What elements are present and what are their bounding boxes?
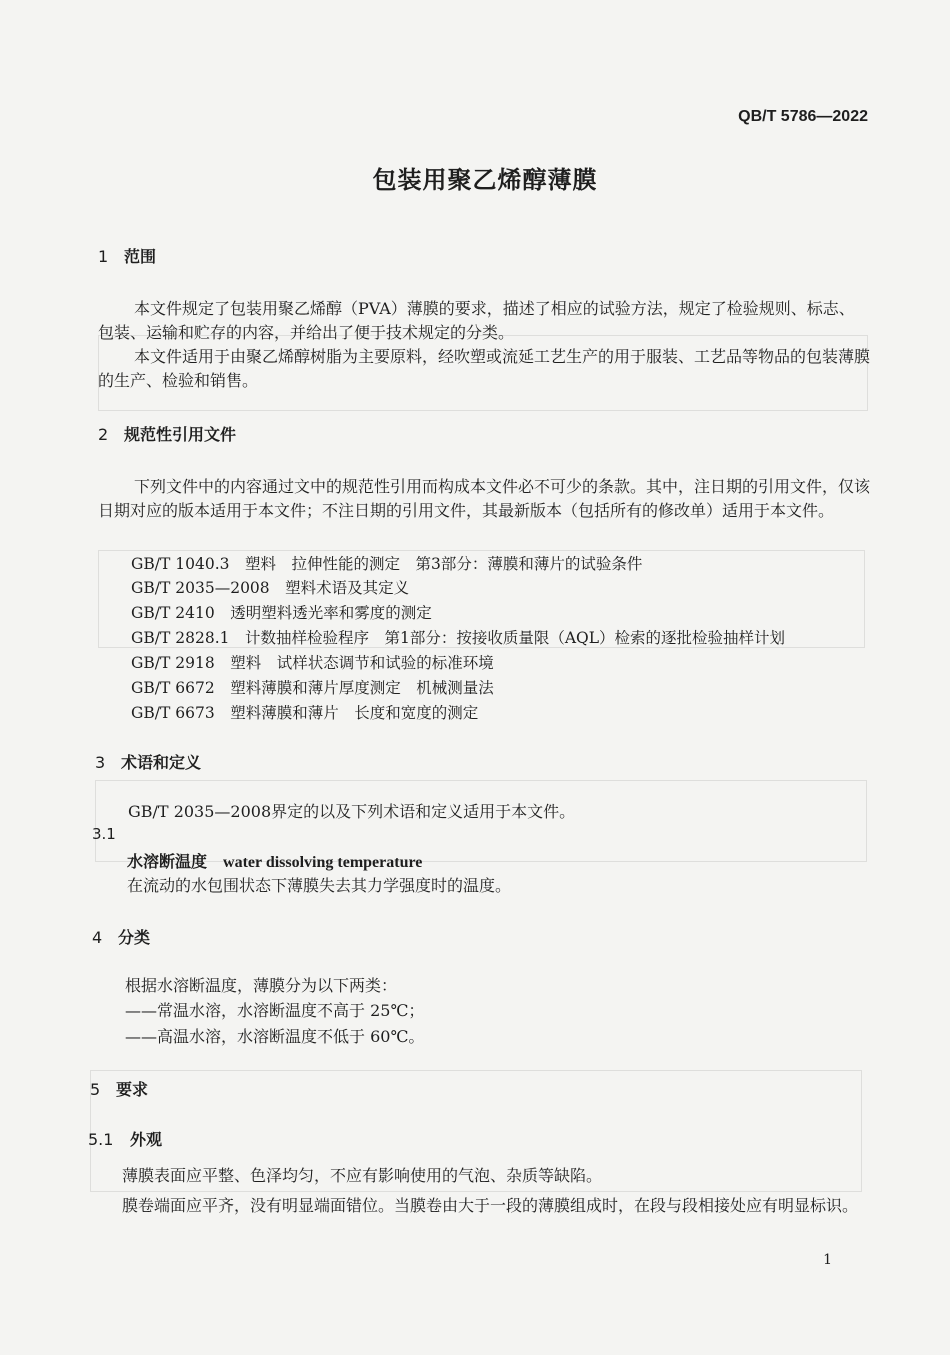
document-title: 包装用聚乙烯醇薄膜 <box>372 166 598 194</box>
section-title: 术语和定义 <box>121 753 202 772</box>
section-4-heading <box>92 925 150 948</box>
section-number: 5 <box>90 1080 101 1099</box>
reference-item: GB/T 6672 塑料薄膜和薄片厚度测定 机械测量法 <box>131 679 494 697</box>
term-definition: 在流动的水包围状态下薄膜失去其力学强度时的温度。 <box>127 876 512 895</box>
classification-item: ——常温水溶，水溶断温度不高于 25℃； <box>125 1001 425 1020</box>
section-number: 3 <box>95 753 106 772</box>
section-1-paragraph-1: 本文件规定了包装用聚乙烯醇（PVA）薄膜的要求，描述了相应的试验方法，规定了检验规则、标志、包装、运输和贮存的内容，并给出了便于技术规定的分类。 <box>98 299 855 342</box>
term-title <box>127 849 422 872</box>
section-title: 分类 <box>118 928 151 947</box>
section-4-paragraph-1: 根据水溶断温度，薄膜分为以下两类： <box>125 976 398 995</box>
reference-item: GB/T 2035—2008 塑料术语及其定义 <box>131 579 410 597</box>
section-title: 范围 <box>124 247 157 266</box>
reference-item: GB/T 1040.3 塑料 拉伸性能的测定 第3部分：薄膜和薄片的试验条件 <box>131 555 643 573</box>
reference-item: GB/T 6673 塑料薄膜和薄片 长度和宽度的测定 <box>131 704 479 722</box>
section-1-heading <box>98 244 156 267</box>
section-5-heading <box>90 1077 148 1100</box>
section-5-1-paragraph-2: 膜卷端面应平齐，没有明显端面错位。当膜卷由大于一段的薄膜组成时，在段与段相接处应有明显标识。 <box>122 1196 859 1215</box>
section-title: 要求 <box>116 1080 149 1099</box>
subsection-number: 5.1 <box>88 1130 114 1149</box>
section-number: 4 <box>92 928 103 947</box>
classification-item: ——高温水溶，水溶断温度不低于 60℃。 <box>125 1027 425 1046</box>
reference-item: GB/T 2828.1 计数抽样检验程序 第1部分：按接收质量限（AQL）检索的逐批检验抽样计划 <box>131 629 786 647</box>
section-1-paragraph-2: 本文件适用于由聚乙烯醇树脂为主要原料，经吹塑或流延工艺生产的用于服装、工艺品等物品的包装薄膜的生产、检验和销售。 <box>98 347 871 390</box>
section-2-heading <box>98 422 236 445</box>
section-number: 1 <box>98 247 109 266</box>
section-5-1-paragraph-1: 薄膜表面应平整、色泽均匀，不应有影响使用的气泡、杂质等缺陷。 <box>122 1166 603 1185</box>
section-title: 规范性引用文件 <box>124 425 237 444</box>
reference-item: GB/T 2918 塑料 试样状态调节和试验的标准环境 <box>131 654 494 672</box>
reference-item: GB/T 2410 透明塑料透光率和雾度的测定 <box>131 604 432 622</box>
standard-code: QB/T 5786—2022 <box>738 108 868 125</box>
term-english: water dissolving temperature <box>223 854 423 871</box>
term-chinese: 水溶断温度 <box>127 852 208 871</box>
section-2-paragraph-1: 下列文件中的内容通过文中的规范性引用而构成本文件必不可少的条款。其中，注日期的引用文件，仅该日期对应的版本适用于本文件；不注日期的引用文件，其最新版本（包括所有的修改单）适用于本文件。 <box>98 477 871 520</box>
section-number: 2 <box>98 425 109 444</box>
term-number: 3.1 <box>92 825 116 843</box>
subsection-title: 外观 <box>130 1130 163 1149</box>
subsection-5-1-heading <box>88 1127 162 1150</box>
section-3-heading <box>95 750 201 773</box>
section-3-paragraph-1: GB/T 2035—2008界定的以及下列术语和定义适用于本文件。 <box>128 802 576 821</box>
page-number: 1 <box>823 1252 832 1268</box>
